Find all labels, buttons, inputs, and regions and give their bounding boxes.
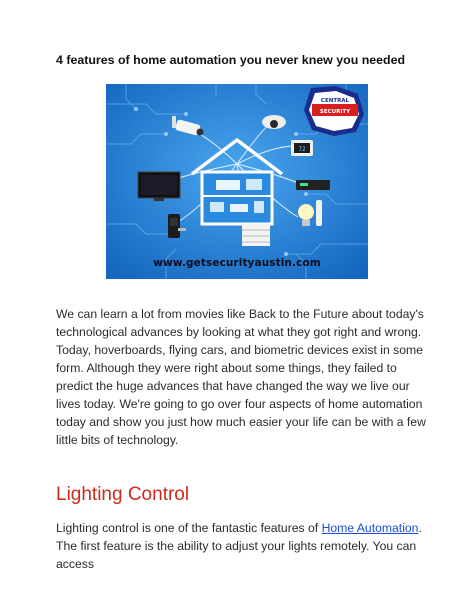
svg-text:SECURITY: SECURITY [319, 109, 351, 115]
section-paragraph [56, 519, 426, 573]
svg-text:72: 72 [298, 146, 306, 153]
television-icon [138, 172, 180, 201]
dome-camera-icon [262, 115, 286, 129]
hero-image [106, 84, 368, 279]
intro-paragraph: We can learn a lot from movies like Back to the Future about today's technological advances by looking at what they got right and wrong. Today, hoverboards, flying cars, and biometric devices exist in some form. Although they were right about some things, they failed to predict the huge advances that have changed the way we live our lives today. We're going to go over four aspects of home automation today and show you just how much easier your life can be with a few little bits of technology. [56, 307, 426, 447]
hero-caption: www.getsecurityaustin.com [153, 257, 321, 269]
home-automation-link[interactable]: Home Automation [321, 521, 419, 535]
svg-text:CENTRAL: CENTRAL [320, 98, 350, 104]
garage-door-icon [242, 224, 270, 246]
router-icon [296, 180, 330, 190]
document-title: 4 features of home automation you never knew you needed [56, 53, 406, 67]
thermostat-icon [291, 140, 313, 156]
section-heading: Lighting Control [56, 484, 190, 505]
section-text-after-link: . The first feature is the ability to adjust your lights remotely. You can access [56, 521, 422, 571]
section-text-before-link: Lighting control is one of the fantastic features of [56, 521, 322, 535]
central-security-logo [304, 86, 364, 136]
